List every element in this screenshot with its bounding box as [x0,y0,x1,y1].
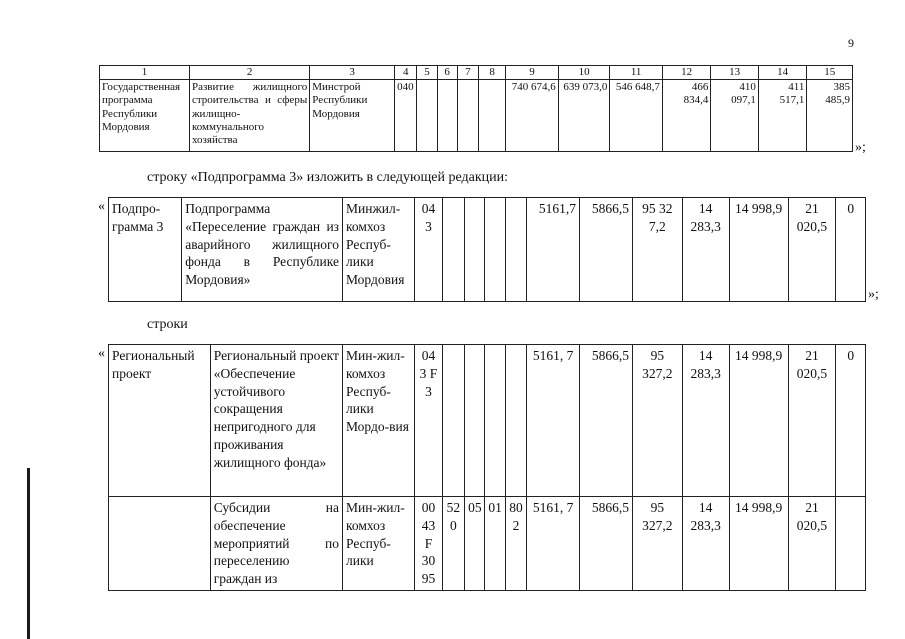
table-cell: 21 020,5 [788,497,836,591]
header-cell: 1 [100,66,190,80]
table-cell: Подпрограмма «Переселение граждан из аварийного жилищного фонда в Республике Мордовия» [182,198,343,302]
table-cell: 04 3 [415,198,442,302]
table-cell: 14 283,3 [682,497,729,591]
header-cell: 12 [662,66,711,80]
table-cell: 21 020,5 [788,345,836,497]
table-header-row [100,66,853,80]
table-cell: Мин-жил-комхоз Респуб-лики Мордо-вия [343,345,415,497]
header-cell: 14 [758,66,807,80]
table-cell [505,198,526,302]
table-row [109,497,866,591]
header-cell: 13 [711,66,759,80]
table-cell: 21 020,5 [788,198,836,302]
table-cell [417,80,437,152]
page-number: 9 [848,36,854,50]
table-cell: 14 998,9 [729,497,788,591]
scan-edge-mark [27,468,30,639]
table-cell [437,80,457,152]
header-cell: 2 [189,66,309,80]
table-cell [109,497,211,591]
table-cell: 04 3 F 3 [415,345,442,497]
closing-quote: »; [855,140,866,155]
table-cell [478,80,505,152]
opening-quote: « [98,346,105,361]
table-cell: Минжил-комхоз Респуб-лики Мордовия [343,198,415,302]
table-cell: 546 648,7 [610,80,663,152]
table-cell: 14 998,9 [729,345,788,497]
header-cell: 7 [457,66,478,80]
table-cell [485,345,505,497]
header-cell: 8 [478,66,505,80]
table-cell: Государственная программа Республики Мордовия [100,80,190,152]
table-cell: Субсидии на обеспечение мероприятий по переселению граждан из [210,497,342,591]
table-row [100,80,853,152]
table-cell: Минстрой Республики Мордовия [310,80,395,152]
table-cell: 0 [836,345,866,497]
table-cell: Подпро-грамма 3 [109,198,182,302]
header-cell: 15 [807,66,853,80]
table-cell: 5866,5 [580,345,633,497]
instruction-text: строки [147,317,188,332]
table-cell [836,497,866,591]
header-cell: 6 [437,66,457,80]
header-cell: 5 [417,66,437,80]
table-cell: 040 [395,80,417,152]
table-cell [465,345,485,497]
table-cell [505,345,526,497]
table-cell: 639 073,0 [558,80,610,152]
table-cell: 14 283,3 [682,198,729,302]
table-cell: Мин-жил-комхоз Респуб-лики [343,497,415,591]
table-cell: 14 283,3 [682,345,729,497]
table-cell: 80 2 [505,497,526,591]
regional-project-table [108,344,866,591]
table-cell: 5866,5 [580,198,633,302]
header-cell: 3 [310,66,395,80]
table-cell: 05 [465,497,485,591]
table-cell: Региональный проект [109,345,211,497]
header-cell: 11 [610,66,663,80]
table-cell: 5866,5 [580,497,633,591]
table-cell: 5161, 7 [527,497,580,591]
table-cell: 5161,7 [527,198,580,302]
header-cell: 9 [506,66,559,80]
opening-quote: « [98,199,105,214]
closing-quote: »; [868,287,879,302]
table-cell: 385 485,9 [807,80,853,152]
table-cell: 95 327,2 [632,497,682,591]
table-cell: 00 43 F 30 95 [415,497,442,591]
header-cell: 4 [395,66,417,80]
table-cell [485,198,505,302]
table-cell: 95 327,2 [632,345,682,497]
table-row [109,345,866,497]
table-cell: 410 097,1 [711,80,759,152]
header-cell: 10 [558,66,610,80]
table-cell: 411 517,1 [758,80,807,152]
instruction-text: строку «Подпрограмма 3» изложить в следующей редакции: [147,170,508,185]
table-cell: Региональный проект «Обеспечение устойчивого сокращения непригодного для проживания жилищного фонда» [210,345,342,497]
table-cell: Развитие жилищного строительства и сферы жилищно-коммунального хозяйства [189,80,309,152]
table-cell: 466 834,4 [662,80,711,152]
table-cell [465,198,485,302]
table-row [109,198,866,302]
table-cell: 5161, 7 [527,345,580,497]
table-cell [442,345,464,497]
table-cell: 01 [485,497,505,591]
table-cell [442,198,464,302]
table-cell [457,80,478,152]
table-cell: 0 [836,198,866,302]
table-cell: 95 32 7,2 [632,198,682,302]
table-cell: 740 674,6 [506,80,559,152]
program-table [99,65,853,152]
table-cell: 52 0 [442,497,464,591]
table-cell: 14 998,9 [729,198,788,302]
subprogram-table [108,197,866,302]
